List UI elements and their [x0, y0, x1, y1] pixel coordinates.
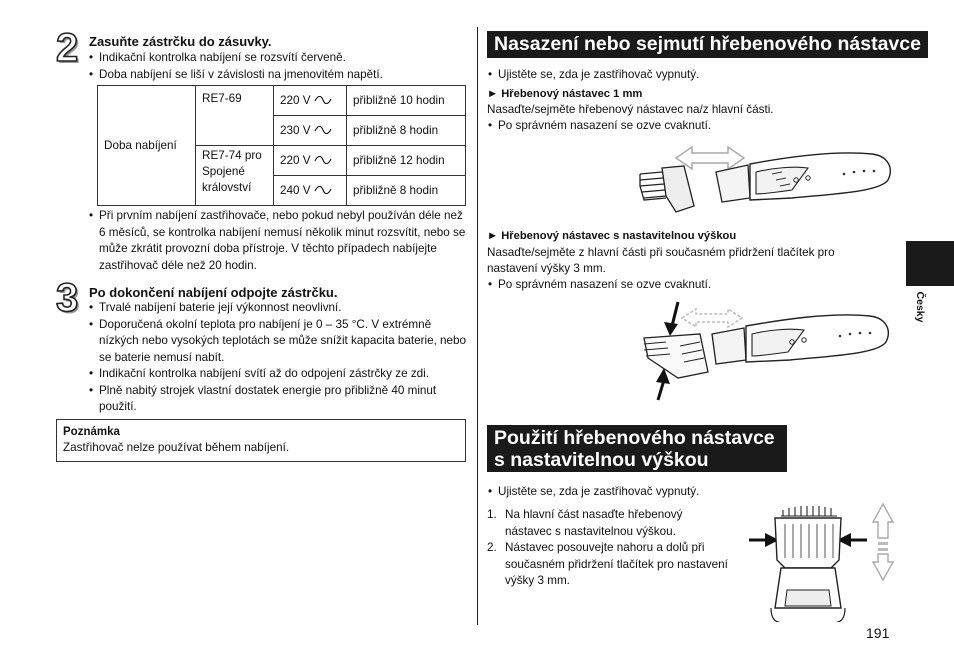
press-arrow-icon: [656, 368, 670, 400]
table-voltage: 220 V: [274, 146, 347, 176]
language-tab-marker: [906, 241, 954, 286]
note-box: [56, 419, 466, 462]
table-time: přibližně 10 hodin: [347, 86, 466, 116]
step-3-bullets: [88, 300, 468, 416]
section-1-bullets: [487, 67, 887, 84]
body-text: nastavení výšky 3 mm.: [487, 262, 606, 275]
table-model: RE7-74 pro Spojené království: [196, 146, 274, 206]
step-2-bullets: [88, 50, 468, 83]
list-item: • Ujistěte se, zda je zastřihovač vypnutý.: [487, 67, 887, 84]
triangle-icon: ►: [487, 230, 502, 242]
list-item: • Doporučená okolní teplota pro nabíjení je 0 – 35 °C. V extrémně nízkých nebo vysokých teplotách se může snížit kapacita baterie, nebo se baterie nemusí nabít.: [88, 317, 468, 367]
section-2-bullets: [487, 484, 887, 501]
step-2-note-list: [88, 208, 468, 274]
step-number-2: 2: [56, 26, 79, 70]
column-divider: [477, 27, 478, 625]
list-item: • Indikační kontrolka nabíjení se rozsvítí červeně.: [88, 50, 468, 67]
list-item: • Po správném nasazení se ozve cvaknutí.: [487, 277, 887, 294]
language-label: Česky: [914, 291, 926, 323]
subheading-comb-1mm: ► Hřebenový nástavec 1 mm: [487, 88, 643, 100]
subheading-adjustable-comb: ► Hřebenový nástavec s nastavitelnou výškou: [487, 230, 737, 242]
table-voltage: 220 V: [274, 86, 347, 116]
list-item: 2. Nástavec posouvejte nahoru a dolů při současném přidržení tlačítek pro nastavení výšky 3 mm.: [487, 541, 728, 587]
trimmer-comb-1mm-illustration: [632, 138, 894, 224]
section-heading-adjustable: Použití hřebenového nástavce s nastavitelnou výškou: [487, 425, 787, 472]
table-row-label: Doba nabíjení: [98, 86, 196, 206]
ac-wave-icon: [314, 186, 332, 194]
note-text: Zastřihovač nelze používat během nabíjení.: [63, 441, 290, 454]
double-arrow-icon: [676, 147, 744, 169]
step-2-title: Zasuňte zástrčku do zásuvky.: [89, 34, 272, 49]
table-model: RE7-69: [196, 86, 274, 146]
list-item: • Plně nabitý strojek vlastní dostatek energie pro přibližně 40 minut použití.: [88, 383, 468, 416]
trimmer-adjustable-comb-illustration: [630, 298, 892, 406]
table-time: přibližně 8 hodin: [347, 176, 466, 206]
list-item: • Indikační kontrolka nabíjení svítí až do odpojení zástrčky ze zdi.: [88, 366, 468, 383]
section-heading-attach: Nasazení nebo sejmutí hřebenového nástavce: [487, 31, 928, 58]
up-down-arrow-icon: [873, 504, 893, 580]
table-voltage: 230 V: [274, 116, 347, 146]
double-arrow-icon: [682, 309, 742, 327]
table-time: přibližně 12 hodin: [347, 146, 466, 176]
press-arrow-icon: [837, 533, 867, 547]
section-2-steps: [487, 507, 757, 590]
ac-wave-icon: [314, 156, 332, 164]
note-title: Poznámka: [63, 426, 120, 438]
list-item: • Doba nabíjení se liší v závislosti na jmenovitém napětí.: [88, 67, 468, 84]
section-1-sub1-bullets: [487, 118, 887, 135]
table-time: přibližně 8 hodin: [347, 116, 466, 146]
body-text: Nasaďte/sejměte z hlavní části při současném přidržení tlačítek pro: [487, 246, 835, 259]
ac-wave-icon: [314, 126, 332, 134]
list-item: • Ujistěte se, zda je zastřihovač vypnutý.: [487, 484, 887, 501]
charging-time-table: [97, 85, 466, 206]
page-number: 191: [866, 625, 890, 641]
step-3-title: Po dokončení nabíjení odpojte zástrčku.: [89, 285, 338, 300]
ac-wave-icon: [314, 96, 332, 104]
trimmer-front-view-illustration: [745, 502, 897, 622]
triangle-icon: ►: [487, 88, 502, 100]
step-number-3: 3: [56, 276, 79, 320]
section-1-sub2-bullets: [487, 277, 887, 294]
list-item: 1. Na hlavní část nasaďte hřebenový nástavec s nastavitelnou výškou.: [487, 508, 683, 538]
list-item: • Trvalé nabíjení baterie její výkonnost neovlivní.: [88, 300, 468, 317]
list-item: • Při prvním nabíjení zastřihovače, nebo pokud nebyl používán déle než 6 měsíců, se kontrolka nabíjení nemusí několik minut rozsvítit, nebo se může zkrátit provozní doba přístroje. V těchto případech nabíjejte zastřihovač déle než 20 hodin.: [88, 208, 468, 274]
list-item: • Po správném nasazení se ozve cvaknutí.: [487, 118, 887, 135]
table-voltage: 240 V: [274, 176, 347, 206]
body-text: Nasaďte/sejměte hřebenový nástavec na/z hlavní části.: [487, 103, 774, 116]
press-arrow-icon: [749, 533, 779, 547]
press-arrow-icon: [664, 302, 678, 336]
